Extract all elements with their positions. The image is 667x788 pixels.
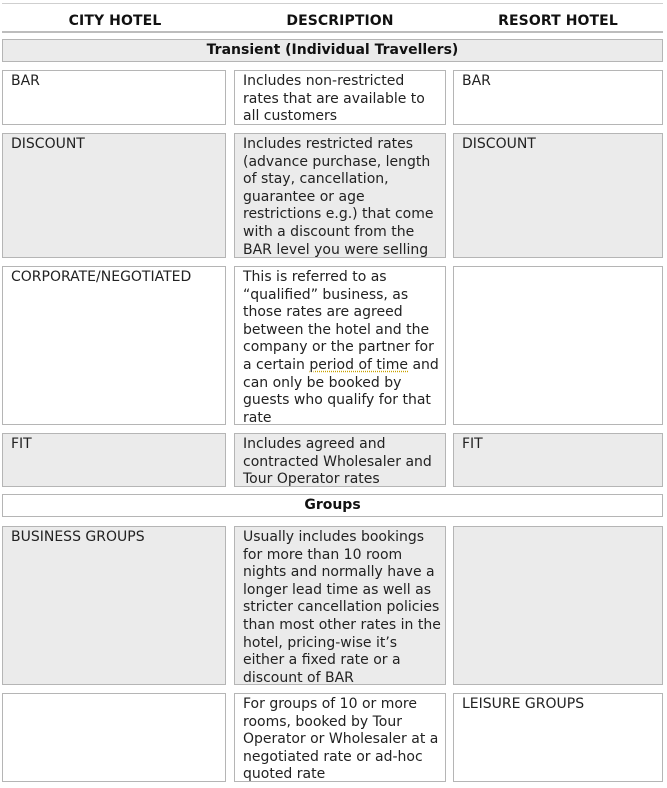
top-rule (2, 3, 663, 4)
header-city-hotel: CITY HOTEL (68, 13, 162, 29)
row-discount-city: DISCOUNT (2, 133, 226, 258)
row-leisure-groups-description: For groups of 10 or more rooms, booked by Tour Operator or Wholesaler at a negotiated rate or ad-hoc quoted rate (234, 693, 446, 782)
row-bar-description: Includes non-restricted rates that are available to all customers (234, 70, 446, 125)
row-corporate-description (234, 266, 446, 425)
header-description: DESCRIPTION (286, 13, 394, 29)
row-leisure-groups-resort: LEISURE GROUPS (453, 693, 663, 782)
header-rule (2, 31, 663, 33)
row-corporate-resort (453, 266, 663, 425)
row-business-groups-city: BUSINESS GROUPS (2, 526, 226, 685)
row-corporate-city: CORPORATE/NEGOTIATED (2, 266, 226, 425)
row-fit-resort: FIT (453, 433, 663, 487)
section-transient: Transient (Individual Travellers) (2, 39, 663, 62)
row-leisure-groups-city (2, 693, 226, 782)
row-discount-resort: DISCOUNT (453, 133, 663, 258)
spellcheck-marked-phrase: period of time (309, 356, 409, 373)
corporate-description-text-1: This is referred to as “qualified” business, as those rates are agreed between the hotel and the company or the partner for a certain (243, 269, 434, 373)
row-business-groups-resort (453, 526, 663, 685)
header-resort-hotel: RESORT HOTEL (498, 13, 618, 29)
row-bar-resort: BAR (453, 70, 663, 125)
row-business-groups-description: Usually includes bookings for more than 10 room nights and normally have a longer lead time as well as stricter cancellation policies than most other rates in the hotel, pricing-wise it’s either a fixed rate or a discount of BAR (234, 526, 446, 685)
corporate-description-text-2: and can only be booked by guests who qualify for that rate (243, 356, 439, 426)
section-groups: Groups (2, 494, 663, 517)
row-fit-city: FIT (2, 433, 226, 487)
row-fit-description: Includes agreed and contracted Wholesaler and Tour Operator rates (234, 433, 446, 487)
row-discount-description: Includes restricted rates (advance purchase, length of stay, cancellation, guarantee or age restrictions e.g.) that come with a discount from the BAR level you were selling (234, 133, 446, 258)
row-bar-city: BAR (2, 70, 226, 125)
